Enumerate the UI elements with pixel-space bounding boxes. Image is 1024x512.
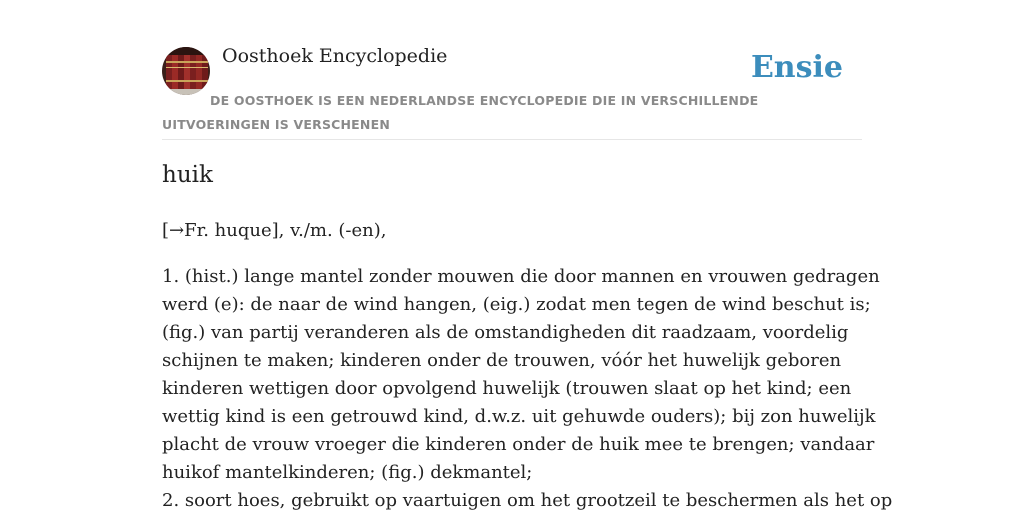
definition-line: kinderen wettigen door opvolgend huwelijk (trouwen slaat op het kind; een [162,378,852,399]
encyclopedia-books-icon[interactable] [162,47,210,95]
definition-line: placht de vrouw vroeger die kinderen onder de huik mee te brengen; vandaar [162,434,875,455]
definition-line: 1. (hist.) lange mantel zonder mouwen die door mannen en vrouwen gedragen [162,266,880,287]
site-description: DE OOSTHOEK IS EEN NEDERLANDSE ENCYCLOPEDIE DIE IN VERSCHILLENDE UITVOERINGEN IS VERSCHENEN [162,93,759,132]
definition-line: 2. soort hoes, gebruikt op vaartuigen om het grootzeil te beschermen als het op [162,490,893,511]
content-container [162,0,893,511]
entry-definition [162,263,893,512]
definition-line: wettig kind is een getrouwd kind, d.w.z. uit gehuwde ouders); bij zon huwelijk [162,406,876,427]
definition-line: werd (e): de naar de wind hangen, (eig.) zodat men tegen de wind beschut is; [162,294,871,315]
entry-etymology: [→Fr. huque], v./m. (-en), [162,220,387,241]
brand-logo-link[interactable]: Ensie [750,50,843,85]
site-title-link[interactable]: Oosthoek Encyclopedie [222,45,448,67]
entry-term: huik [162,162,213,188]
definition-line: schijnen te maken; kinderen onder de trouwen, vóór het huwelijk geboren [162,350,842,371]
definition-line: (fig.) van partij veranderen als de omstandigheden dit raadzaam, voordelig [162,322,849,343]
definition-line: huikof mantelkinderen; (fig.) dekmantel; [162,462,533,483]
site-header [162,0,862,140]
